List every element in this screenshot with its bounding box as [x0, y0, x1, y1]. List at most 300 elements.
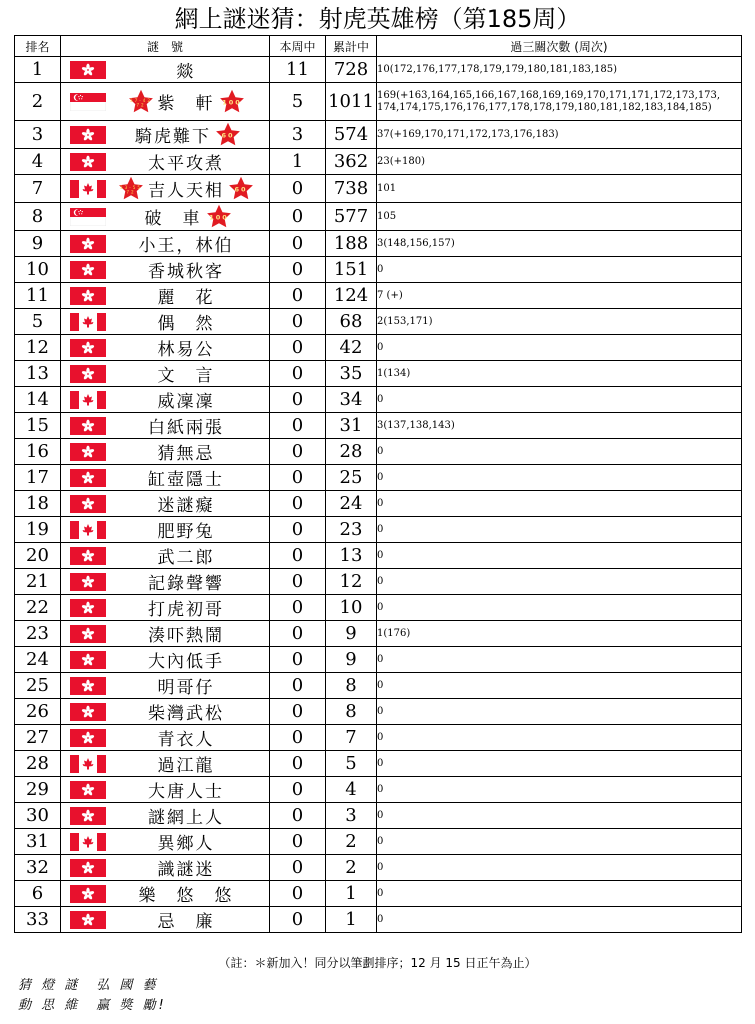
week-hits-cell: 0	[270, 751, 326, 777]
history-cell	[377, 149, 742, 175]
player-name-group	[109, 121, 263, 148]
total-hits-cell: 13	[326, 543, 377, 569]
award-star-icon	[206, 204, 232, 229]
total-hits-cell: 738	[326, 175, 377, 203]
total-hits-cell: 124	[326, 283, 377, 309]
rank-cell: 5	[15, 309, 61, 335]
singapore-flag-icon	[70, 208, 106, 226]
week-hits-cell: 1	[270, 149, 326, 175]
total-hits-cell: 24	[326, 491, 377, 517]
history-line: 0	[377, 757, 384, 769]
table-row	[15, 803, 742, 829]
total-hits-cell: 42	[326, 335, 377, 361]
canada-flag-icon	[70, 521, 106, 539]
week-hits-cell: 0	[270, 439, 326, 465]
name-cell	[61, 175, 270, 203]
player-name: 柴灣武松	[148, 704, 224, 724]
name-cell	[61, 621, 270, 647]
table-row	[15, 491, 742, 517]
week-hits-cell: 0	[270, 283, 326, 309]
total-hits-cell: 2	[326, 855, 377, 881]
table-row	[15, 777, 742, 803]
week-hits-cell: 0	[270, 361, 326, 387]
name-cell	[61, 699, 270, 725]
player-name-group	[109, 803, 263, 828]
rank-cell: 8	[15, 203, 61, 231]
week-hits-cell: 0	[270, 203, 326, 231]
name-cell	[61, 569, 270, 595]
history-line: 0	[377, 341, 384, 353]
rank-cell: 9	[15, 231, 61, 257]
rank-cell: 32	[15, 855, 61, 881]
week-hits-cell: 5	[270, 83, 326, 121]
hong-kong-flag-icon	[70, 911, 106, 929]
total-hits-cell: 10	[326, 595, 377, 621]
player-name-group	[109, 855, 263, 880]
history-cell	[377, 803, 742, 829]
rank-cell: 22	[15, 595, 61, 621]
hong-kong-flag-icon	[70, 651, 106, 669]
rank-cell: 13	[15, 361, 61, 387]
table-row	[15, 699, 742, 725]
player-name: 異鄉人	[157, 834, 215, 854]
history-cell	[377, 175, 742, 203]
name-cell	[61, 361, 270, 387]
history-cell	[377, 257, 742, 283]
svg-text:72: 72	[135, 102, 146, 108]
name-cell	[61, 83, 270, 121]
rank-cell: 10	[15, 257, 61, 283]
name-cell	[61, 121, 270, 149]
total-hits-cell: 28	[326, 439, 377, 465]
player-name-group	[109, 175, 263, 202]
history-line: 0	[377, 861, 384, 873]
player-name-group	[109, 283, 263, 308]
history-cell	[377, 309, 742, 335]
hong-kong-flag-icon	[70, 365, 106, 383]
history-line: 0	[377, 523, 384, 535]
week-hits-cell: 0	[270, 907, 326, 933]
name-cell	[61, 829, 270, 855]
table-row	[15, 725, 742, 751]
hong-kong-flag-icon	[70, 781, 106, 799]
player-name-group	[109, 829, 263, 854]
name-cell	[61, 387, 270, 413]
player-name-group	[109, 361, 263, 386]
player-name: 忌 廉	[157, 912, 215, 932]
player-name-group	[109, 439, 263, 464]
total-hits-cell: 1011	[326, 83, 377, 121]
history-cell	[377, 855, 742, 881]
canada-flag-icon	[70, 391, 106, 409]
rank-cell: 21	[15, 569, 61, 595]
week-hits-cell: 0	[270, 647, 326, 673]
week-hits-cell: 0	[270, 725, 326, 751]
hong-kong-flag-icon	[70, 573, 106, 591]
hong-kong-flag-icon	[70, 417, 106, 435]
history-line: 101	[377, 182, 397, 194]
table-row	[15, 83, 742, 121]
table-row	[15, 517, 742, 543]
player-name: 樂 悠 悠	[138, 886, 234, 906]
history-line: 0	[377, 601, 384, 613]
table-row	[15, 595, 742, 621]
svg-text:100: 100	[208, 213, 229, 222]
history-cell	[377, 725, 742, 751]
history-cell	[377, 491, 742, 517]
hong-kong-flag-icon	[70, 153, 106, 171]
history-line: 1(176)	[377, 627, 411, 639]
table-body	[15, 57, 742, 933]
history-cell	[377, 829, 742, 855]
table-row	[15, 309, 742, 335]
rank-cell: 27	[15, 725, 61, 751]
history-line: 0	[377, 549, 384, 561]
rank-cell: 2	[15, 83, 61, 121]
svg-text:33-55: 33-55	[119, 185, 143, 190]
week-hits-cell: 0	[270, 803, 326, 829]
player-name: 謎網上人	[148, 808, 224, 828]
history-cell	[377, 699, 742, 725]
history-line: 1(134)	[377, 367, 411, 379]
table-row	[15, 855, 742, 881]
hong-kong-flag-icon	[70, 261, 106, 279]
rank-cell: 24	[15, 647, 61, 673]
rank-cell: 4	[15, 149, 61, 175]
week-hits-cell: 3	[270, 121, 326, 149]
player-name-group	[109, 257, 263, 282]
history-cell	[377, 543, 742, 569]
player-name-group	[109, 517, 263, 542]
player-name-group	[109, 673, 263, 698]
rank-cell: 16	[15, 439, 61, 465]
rank-cell: 20	[15, 543, 61, 569]
total-hits-cell: 728	[326, 57, 377, 83]
history-cell	[377, 283, 742, 309]
history-line: 0	[377, 887, 384, 899]
total-hits-cell: 188	[326, 231, 377, 257]
history-line: 0	[377, 393, 384, 405]
rank-cell: 29	[15, 777, 61, 803]
name-cell	[61, 257, 270, 283]
player-name-group	[109, 491, 263, 516]
week-hits-cell: 0	[270, 881, 326, 907]
table-row	[15, 257, 742, 283]
player-name-group	[109, 413, 263, 438]
history-line: 2(153,171)	[377, 315, 433, 327]
player-name-group	[109, 203, 263, 230]
total-hits-cell: 9	[326, 647, 377, 673]
total-hits-cell: 31	[326, 413, 377, 439]
hong-kong-flag-icon	[70, 885, 106, 903]
player-name: 太平攻煮	[148, 154, 224, 174]
history-line: 3(137,138,143)	[377, 419, 455, 431]
history-line: 7 (+)	[377, 289, 403, 301]
name-cell	[61, 335, 270, 361]
table-row	[15, 387, 742, 413]
rank-cell: 3	[15, 121, 61, 149]
player-name-group	[109, 387, 263, 412]
name-cell	[61, 309, 270, 335]
player-name: 香城秋客	[148, 262, 224, 282]
history-cell	[377, 621, 742, 647]
total-hits-cell: 7	[326, 725, 377, 751]
rank-cell: 30	[15, 803, 61, 829]
history-line: 0	[377, 783, 384, 795]
history-cell	[377, 569, 742, 595]
history-cell	[377, 881, 742, 907]
hong-kong-flag-icon	[70, 61, 106, 79]
history-line: 0	[377, 679, 384, 691]
player-name-group	[109, 777, 263, 802]
slogan-line-2: 動 思 維 贏 獎 勵!	[18, 998, 167, 1013]
player-name-group	[109, 57, 263, 82]
history-line: 0	[377, 575, 384, 587]
svg-text:37-42: 37-42	[129, 98, 152, 103]
rank-cell: 14	[15, 387, 61, 413]
player-name-group	[109, 725, 263, 750]
week-hits-cell: 0	[270, 517, 326, 543]
rank-cell: 25	[15, 673, 61, 699]
history-cell	[377, 439, 742, 465]
name-cell	[61, 491, 270, 517]
total-hits-cell: 3	[326, 803, 377, 829]
week-hits-cell: 0	[270, 231, 326, 257]
name-cell	[61, 751, 270, 777]
rank-cell: 6	[15, 881, 61, 907]
player-name: 騎虎難下	[135, 127, 211, 147]
player-name: 麗 花	[157, 288, 215, 308]
history-line: 0	[377, 263, 384, 275]
hong-kong-flag-icon	[70, 126, 106, 144]
rank-cell: 18	[15, 491, 61, 517]
total-hits-cell: 4	[326, 777, 377, 803]
header-total: 累計中	[326, 36, 377, 57]
name-cell	[61, 907, 270, 933]
page-title: 網上謎迷猜：射虎英雄榜（第185周）	[174, 5, 581, 33]
player-name: 威凜凜	[157, 392, 215, 412]
player-name: 武二郎	[157, 548, 215, 568]
table-row	[15, 907, 742, 933]
name-cell	[61, 595, 270, 621]
history-line: 0	[377, 445, 384, 457]
history-cell	[377, 361, 742, 387]
svg-text:72: 72	[126, 189, 136, 195]
player-name: 猜無忌	[157, 444, 215, 464]
player-name: 識謎迷	[157, 860, 215, 880]
history-cell	[377, 203, 742, 231]
player-name: 過江龍	[157, 756, 215, 776]
table-header-row	[15, 36, 742, 57]
player-name: 大內低手	[148, 652, 224, 672]
player-name-group	[109, 149, 263, 174]
total-hits-cell: 34	[326, 387, 377, 413]
table-row	[15, 621, 742, 647]
total-hits-cell: 151	[326, 257, 377, 283]
rank-cell: 11	[15, 283, 61, 309]
table-row	[15, 203, 742, 231]
hong-kong-flag-icon	[70, 339, 106, 357]
history-line: 174,174,175,176,176,177,178,178,179,180,181,182,183,184,185)	[377, 101, 712, 113]
rank-cell: 15	[15, 413, 61, 439]
header-name: 謎 號	[61, 36, 270, 57]
player-name: 肥野兔	[157, 522, 215, 542]
table-row	[15, 569, 742, 595]
header-week: 本周中	[270, 36, 326, 57]
name-cell	[61, 283, 270, 309]
singapore-flag-icon	[70, 93, 106, 111]
name-cell	[61, 543, 270, 569]
player-name: 迷謎癡	[157, 496, 215, 516]
history-line: 0	[377, 653, 384, 665]
player-name: 紫 軒	[157, 94, 215, 114]
history-line: 0	[377, 913, 384, 925]
player-name: 文 言	[157, 366, 215, 386]
total-hits-cell: 35	[326, 361, 377, 387]
history-line: 0	[377, 731, 384, 743]
svg-text:60: 60	[221, 131, 235, 140]
total-hits-cell: 362	[326, 149, 377, 175]
name-cell	[61, 881, 270, 907]
table-row	[15, 231, 742, 257]
table-row	[15, 57, 742, 83]
history-line: 0	[377, 809, 384, 821]
player-name: 記錄聲響	[148, 574, 224, 594]
history-cell	[377, 57, 742, 83]
history-cell	[377, 335, 742, 361]
name-cell	[61, 231, 270, 257]
player-name-group	[109, 881, 263, 906]
week-hits-cell: 0	[270, 595, 326, 621]
canada-flag-icon	[70, 755, 106, 773]
rank-cell: 17	[15, 465, 61, 491]
week-hits-cell: 0	[270, 491, 326, 517]
week-hits-cell: 0	[270, 465, 326, 491]
hong-kong-flag-icon	[70, 547, 106, 565]
player-name: 湊吓熱鬧	[148, 626, 224, 646]
award-star-icon	[215, 122, 241, 147]
player-name-group	[109, 647, 263, 672]
history-cell	[377, 517, 742, 543]
player-name-group	[109, 569, 263, 594]
history-cell	[377, 121, 742, 149]
hong-kong-flag-icon	[70, 677, 106, 695]
name-cell	[61, 777, 270, 803]
table-row	[15, 335, 742, 361]
table-row	[15, 361, 742, 387]
hong-kong-flag-icon	[70, 729, 106, 747]
week-hits-cell: 0	[270, 257, 326, 283]
table-row	[15, 829, 742, 855]
rank-cell: 31	[15, 829, 61, 855]
award-star-icon	[128, 89, 154, 114]
total-hits-cell: 1	[326, 907, 377, 933]
hong-kong-flag-icon	[70, 287, 106, 305]
history-line: 169(+163,164,165,166,167,168,169,169,170,171,171,172,173,173,	[377, 89, 721, 101]
week-hits-cell: 0	[270, 413, 326, 439]
week-hits-cell: 0	[270, 621, 326, 647]
history-line: 3(148,156,157)	[377, 237, 455, 249]
player-name: 大唐人士	[148, 782, 224, 802]
table-row	[15, 881, 742, 907]
player-name: 打虎初哥	[148, 600, 224, 620]
history-line: 0	[377, 705, 384, 717]
rank-cell: 28	[15, 751, 61, 777]
total-hits-cell: 9	[326, 621, 377, 647]
player-name: 白紙兩張	[148, 418, 224, 438]
history-cell	[377, 751, 742, 777]
hong-kong-flag-icon	[70, 469, 106, 487]
total-hits-cell: 5	[326, 751, 377, 777]
hong-kong-flag-icon	[70, 807, 106, 825]
table-row	[15, 673, 742, 699]
week-hits-cell: 0	[270, 543, 326, 569]
history-line: 0	[377, 471, 384, 483]
history-cell	[377, 673, 742, 699]
week-hits-cell: 0	[270, 335, 326, 361]
player-name-group	[109, 83, 263, 120]
player-name: 破 車	[144, 209, 202, 229]
player-name: 明哥仔	[157, 678, 215, 698]
rank-cell: 26	[15, 699, 61, 725]
name-cell	[61, 725, 270, 751]
hong-kong-flag-icon	[70, 625, 106, 643]
week-hits-cell: 0	[270, 569, 326, 595]
award-star-icon	[219, 89, 245, 114]
total-hits-cell: 8	[326, 699, 377, 725]
history-cell	[377, 231, 742, 257]
canada-flag-icon	[70, 313, 106, 331]
total-hits-cell: 12	[326, 569, 377, 595]
total-hits-cell: 1	[326, 881, 377, 907]
name-cell	[61, 803, 270, 829]
rank-cell: 19	[15, 517, 61, 543]
name-cell	[61, 439, 270, 465]
player-name-group	[109, 231, 263, 256]
footnote: （註：＊新加入！同分以筆劃排序；12 月 15 日正午為止）	[218, 956, 537, 970]
history-line: 105	[377, 210, 397, 222]
name-cell	[61, 517, 270, 543]
week-hits-cell: 0	[270, 175, 326, 203]
player-name-group	[109, 751, 263, 776]
ranking-table	[14, 35, 742, 933]
player-name: 青衣人	[157, 730, 215, 750]
player-name-group	[109, 699, 263, 724]
name-cell	[61, 413, 270, 439]
hong-kong-flag-icon	[70, 703, 106, 721]
week-hits-cell: 0	[270, 387, 326, 413]
name-cell	[61, 149, 270, 175]
total-hits-cell: 577	[326, 203, 377, 231]
hong-kong-flag-icon	[70, 235, 106, 253]
player-name-group	[109, 543, 263, 568]
rank-cell: 1	[15, 57, 61, 83]
player-name-group	[109, 465, 263, 490]
name-cell	[61, 465, 270, 491]
name-cell	[61, 673, 270, 699]
svg-text:60: 60	[234, 185, 248, 194]
name-cell	[61, 57, 270, 83]
player-name: 燚	[176, 62, 196, 82]
history-line: 10(172,176,177,178,179,179,180,181,183,185)	[377, 63, 618, 75]
canada-flag-icon	[70, 180, 106, 198]
history-cell	[377, 83, 742, 121]
hong-kong-flag-icon	[70, 443, 106, 461]
player-name: 缸壺隱士	[148, 470, 224, 490]
history-cell	[377, 413, 742, 439]
player-name-group	[109, 595, 263, 620]
week-hits-cell: 0	[270, 699, 326, 725]
